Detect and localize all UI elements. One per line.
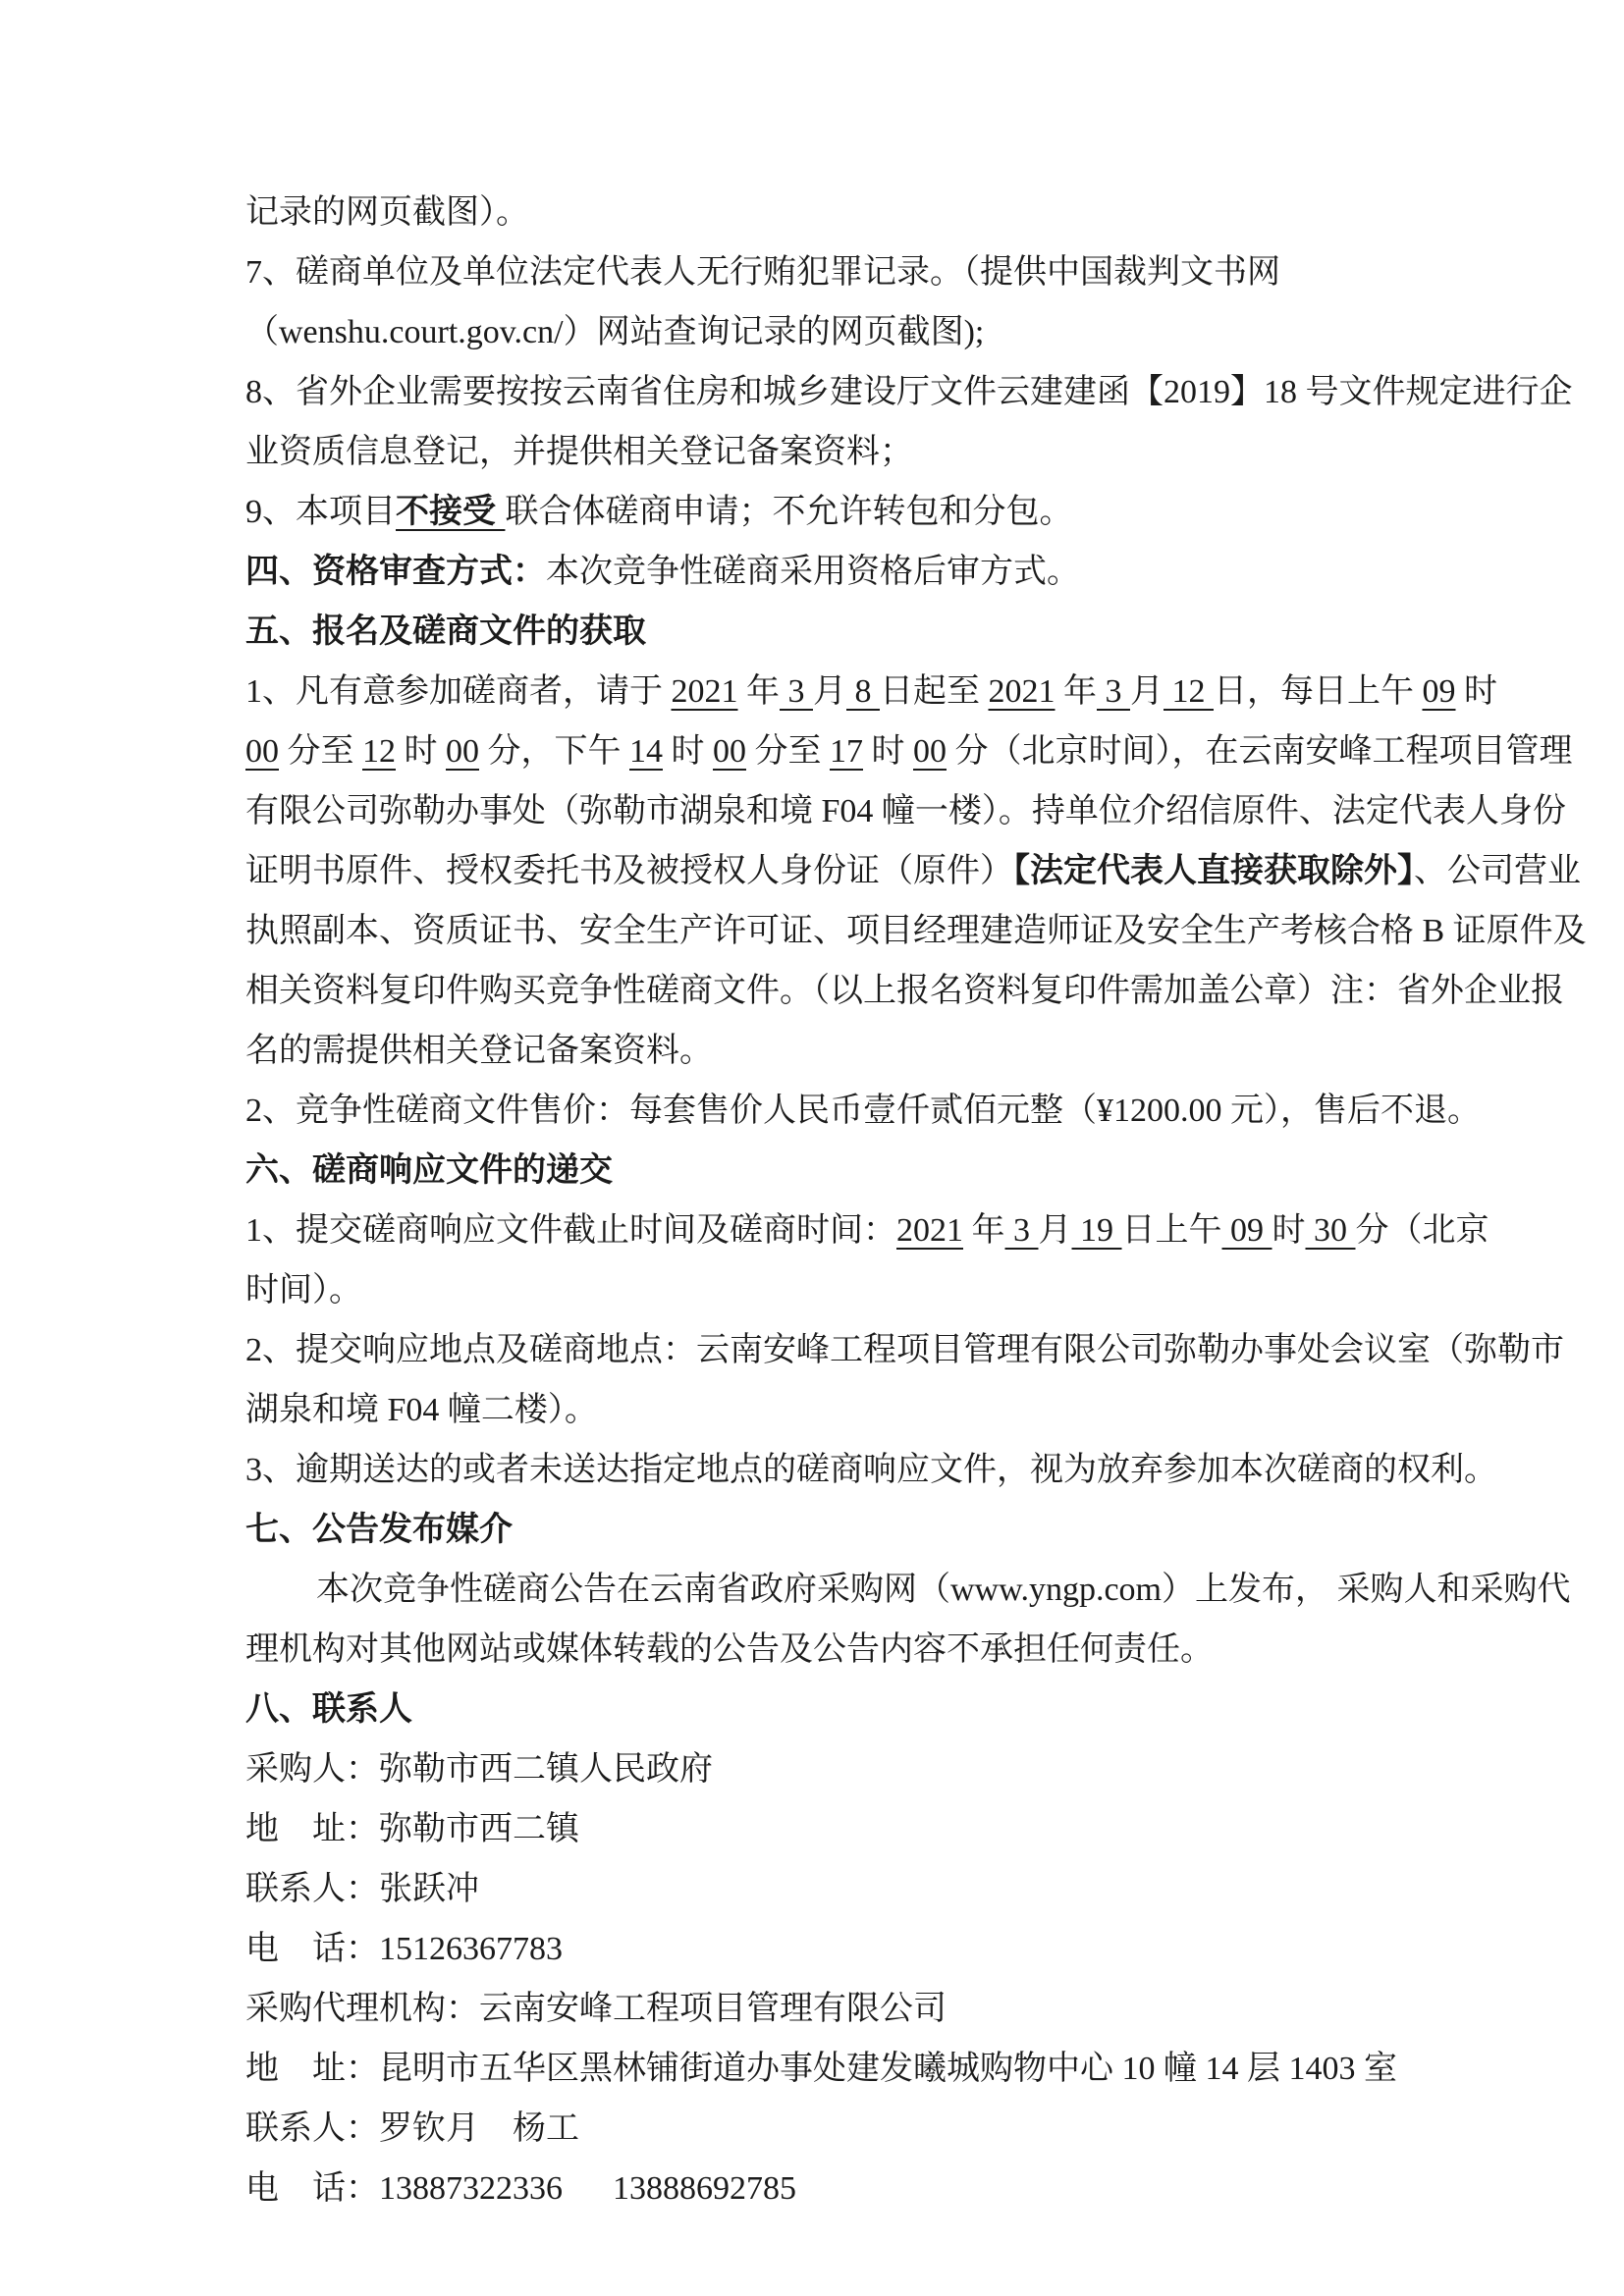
text-run: 电 话：13887322336 13888692785: [245, 2170, 796, 2207]
text-run: 日上午: [1121, 1212, 1222, 1249]
section-6-heading: [245, 1141, 1388, 1201]
text-run: 时间）。: [245, 1272, 362, 1308]
text-run: 3: [1004, 1212, 1039, 1249]
section5-item-1-line-2: [245, 721, 1573, 781]
text-run: 1、凡有意参加磋商者，请于: [245, 673, 672, 710]
text-run: 00: [713, 733, 746, 770]
text-run: 采购代理机构：云南安峰工程项目管理有限公司: [245, 1991, 947, 2027]
prev-item-continuation: [245, 183, 1388, 242]
document-content: [245, 183, 1587, 2218]
text-run: 联系人：罗钦月 杨工: [245, 2110, 579, 2147]
text-run: 相关资料复印件购买竞争性磋商文件。（以上报名资料复印件需加盖公章）注：省外企业报: [245, 973, 1564, 1009]
text-run: 执照副本、资质证书、安全生产许可证、项目经理建造师证及安全生产考核合格 B 证原件及: [245, 913, 1587, 949]
section5-item-1-line-3: [245, 781, 1566, 841]
text-run: 地 址：弥勒市西二镇: [245, 1811, 579, 1847]
text-run: 时: [863, 733, 913, 770]
text-run: 本次竞争性磋商采用资格后审方式。: [546, 554, 1080, 590]
text-run: 8、省外企业需要按按云南省住房和城乡建设厅文件云建建函【2019】18 号文件规定进行企: [245, 374, 1573, 410]
section7-paragraph-line-2: [245, 1620, 1388, 1680]
text-run: 2021: [988, 673, 1056, 710]
text-run: 时: [1272, 1212, 1306, 1249]
text-run: 电 话：15126367783: [245, 1931, 563, 1967]
text-run: 分（北京: [1355, 1212, 1489, 1249]
text-run: 联合体磋商申请；不允许转包和分包。: [505, 494, 1073, 530]
text-run: 7、磋商单位及单位法定代表人无行贿犯罪记录。（提供中国裁判文书网: [245, 254, 1280, 291]
text-run: 有限公司弥勒办事处（弥勒市湖泉和境 F04 幢一楼）。持单位介绍信原件、法定代表人身份: [245, 793, 1566, 829]
text-run: 3、逾期送达的或者未送达指定地点的磋商响应文件，视为放弃参加本次磋商的权利。: [245, 1452, 1497, 1488]
section6-item-2-line-2: [245, 1380, 1388, 1440]
section5-item-1-line-5: [245, 901, 1587, 961]
text-run: 地 址：昆明市五华区黑林铺街道办事处建发曦城购物中心 10 幢 14 层 1403 室: [245, 2051, 1397, 2087]
text-run: 年: [737, 673, 780, 710]
text-run: 月: [813, 673, 846, 710]
item-7-line-2: [245, 302, 1388, 362]
section-4-heading-and-text: [245, 542, 1388, 602]
text-run: 2021: [896, 1212, 963, 1249]
text-run: 09: [1422, 673, 1456, 710]
text-run: 月: [1038, 1212, 1072, 1249]
text-run: 2、提交响应地点及磋商地点：云南安峰工程项目管理有限公司弥勒办事处会议室（弥勒市: [245, 1332, 1564, 1368]
text-run: 日，每日上午: [1214, 673, 1423, 710]
agency-contact: [245, 2099, 1388, 2159]
emphasis-run: 五、报名及磋商文件的获取: [245, 613, 646, 650]
text-run: 3: [1097, 673, 1130, 710]
text-run: 年: [1055, 673, 1097, 710]
section7-paragraph-line-1: [245, 1560, 1571, 1620]
emphasis-run: 不接受: [396, 493, 506, 530]
text-run: 17: [830, 733, 863, 770]
text-run: 年: [963, 1212, 1005, 1249]
agency: [245, 1979, 1388, 2039]
text-run: 9、本项目: [245, 494, 396, 530]
text-run: 00: [446, 733, 479, 770]
text-run: 分至: [279, 733, 362, 770]
section6-item-1-line-2: [245, 1260, 1388, 1320]
emphasis-run: 四、资格审查方式：: [245, 553, 546, 590]
text-run: 分，下午: [479, 733, 629, 770]
section5-item-1-line-7: [245, 1021, 1388, 1081]
section-5-heading: [245, 602, 1388, 662]
section6-item-1-line-1: [245, 1201, 1489, 1260]
purchaser-address: [245, 1799, 1388, 1859]
text-run: 00: [913, 733, 947, 770]
text-run: 业资质信息登记，并提供相关登记备案资料；: [245, 434, 913, 470]
text-run: （wenshu.court.gov.cn/）网站查询记录的网页截图);: [245, 314, 985, 350]
text-run: 采购人：弥勒市西二镇人民政府: [245, 1751, 713, 1788]
emphasis-run: 七、公告发布媒介: [245, 1511, 513, 1548]
text-run: 2021: [671, 673, 738, 710]
item-8-line-2: [245, 422, 1388, 482]
text-run: 2、竞争性磋商文件售价：每套售价人民币壹仟贰佰元整（¥1200.00 元），售后不退。: [245, 1093, 1481, 1129]
item-9: [245, 482, 1388, 542]
agency-address: [245, 2039, 1397, 2099]
text-run: 14: [629, 733, 663, 770]
emphasis-run: 六、磋商响应文件的递交: [245, 1151, 613, 1189]
text-run: 30: [1305, 1212, 1356, 1249]
text-run: 00: [245, 733, 279, 770]
text-run: 09: [1221, 1212, 1272, 1249]
section5-item-1-line-1: [245, 662, 1497, 721]
emphasis-run: 【法定代表人直接获取除外】: [1013, 852, 1414, 889]
agency-phone: [245, 2159, 1388, 2218]
text-run: 分（北京时间），在云南安峰工程项目管理: [947, 733, 1573, 770]
text-run: 3: [780, 673, 813, 710]
text-run: 证明书原件、授权委托书及被授权人身份证（原件）: [245, 853, 1013, 889]
section5-item-1-line-4: [245, 841, 1581, 901]
text-run: 月: [1130, 673, 1164, 710]
text-run: 、公司营业: [1414, 853, 1581, 889]
text-run: 19: [1071, 1212, 1122, 1249]
emphasis-run: 八、联系人: [245, 1690, 412, 1728]
section5-item-1-line-6: [245, 961, 1564, 1021]
text-run: 湖泉和境 F04 幢二楼）。: [245, 1392, 598, 1428]
purchaser-contact: [245, 1859, 1388, 1919]
text-run: 12: [362, 733, 396, 770]
text-run: 日起至: [880, 673, 989, 710]
text-run: 12: [1164, 673, 1214, 710]
section5-item-2: [245, 1081, 1481, 1141]
text-run: 名的需提供相关登记备案资料。: [245, 1033, 713, 1069]
text-run: 8: [846, 673, 880, 710]
text-run: 联系人：张跃冲: [245, 1871, 479, 1907]
purchaser: [245, 1739, 1388, 1799]
section-8-heading: [245, 1680, 1388, 1739]
purchaser-phone: [245, 1919, 1388, 1979]
section-7-heading: [245, 1500, 1388, 1560]
item-7-line-1: [245, 242, 1388, 302]
text-run: 1、提交磋商响应文件截止时间及磋商时间：: [245, 1212, 896, 1249]
text-run: 记录的网页截图）。: [245, 194, 529, 231]
text-run: 时: [1455, 673, 1497, 710]
text-run: 分至: [746, 733, 830, 770]
text-run: 时: [663, 733, 713, 770]
item-8-line-1: [245, 362, 1573, 422]
text-run: 时: [396, 733, 446, 770]
section6-item-2-line-1: [245, 1320, 1564, 1380]
text-run: 本次竞争性磋商公告在云南省政府采购网（www.yngp.com）上发布， 采购人和采购代: [316, 1572, 1571, 1608]
text-run: 理机构对其他网站或媒体转载的公告及公告内容不承担任何责任。: [245, 1631, 1214, 1668]
section6-item-3: [245, 1440, 1497, 1500]
